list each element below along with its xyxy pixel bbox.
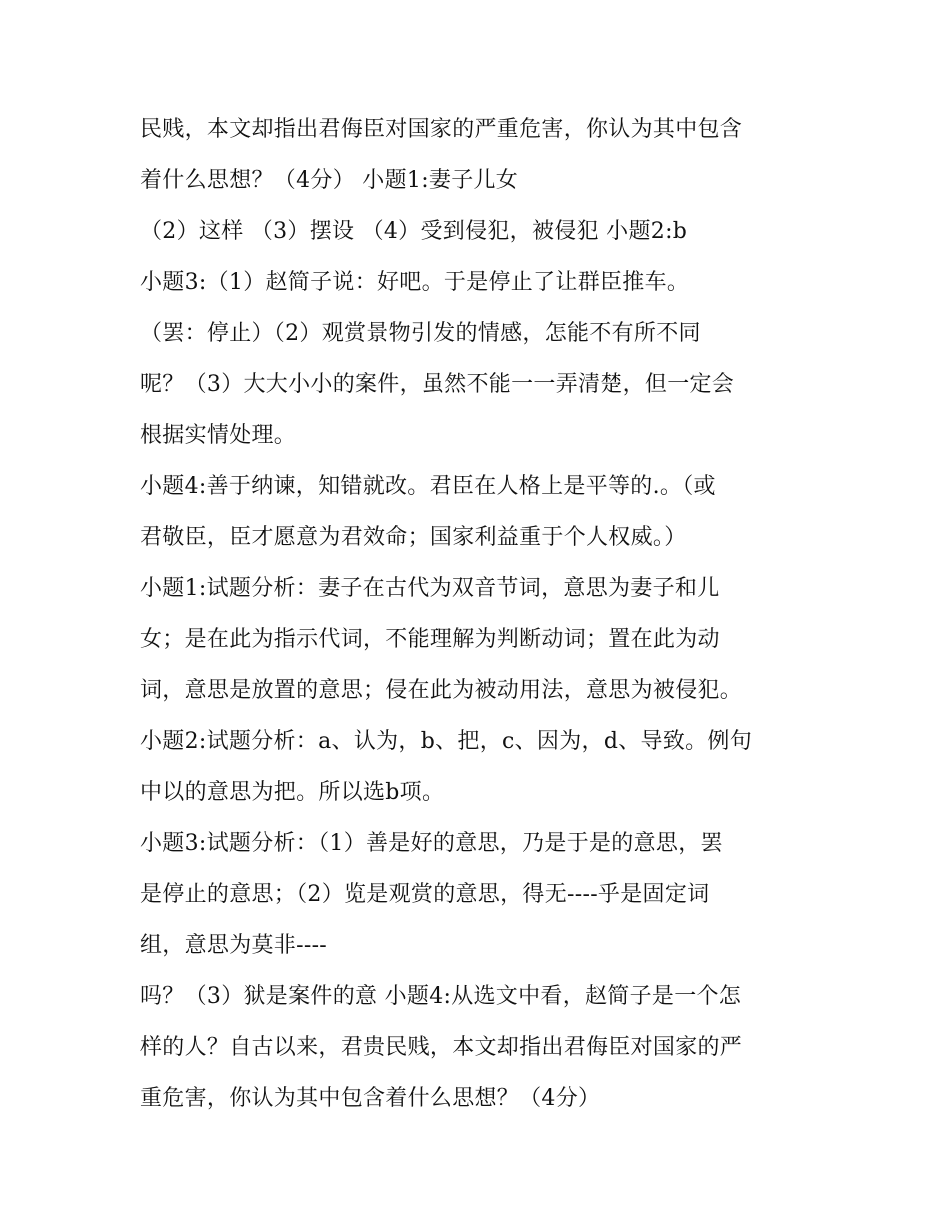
text-line: 样的人？自古以来，君贵民贱，本文却指出君侮臣对国家的严 bbox=[140, 1035, 743, 1060]
text-line: （2）这样 （3）摆设 （4）受到侵犯，被侵犯 小题2:b bbox=[140, 219, 688, 244]
text-line: 着什么思想？（4分） 小题1:妻子儿女 bbox=[140, 168, 519, 193]
text-line: （罢：停止）（2）观赏景物引发的情感，怎能不有所不同 bbox=[140, 321, 701, 346]
text-line: 重危害，你认为其中包含着什么思想？（4分） bbox=[140, 1086, 601, 1111]
text-line: 民贱，本文却指出君侮臣对国家的严重危害，你认为其中包含 bbox=[140, 117, 743, 142]
text-line: 君敬臣，臣才愿意为君效命；国家利益重于个人权威。） bbox=[140, 525, 687, 550]
text-line: 小题2:试题分析：a、认为，b、把，c、因为，d、导致。例句 bbox=[140, 729, 753, 754]
text-line: 是停止的意思；（2）览是观赏的意思，得无----乎是固定词 bbox=[140, 882, 710, 907]
text-line: 小题3:（1）赵简子说：好吧。于是停止了让群臣推车。 bbox=[140, 270, 690, 295]
text-line: 中以的意思为把。所以选b项。 bbox=[140, 780, 445, 805]
document-body bbox=[140, 104, 830, 1124]
text-line: 女；是在此为指示代词，不能理解为判断动词；置在此为动 bbox=[140, 627, 720, 652]
text-line: 根据实情处理。 bbox=[140, 423, 297, 448]
text-line: 呢？（3）大大小小的案件，虽然不能一一弄清楚，但一定会 bbox=[140, 372, 735, 397]
text-line: 小题4:善于纳谏，知错就改。君臣在人格上是平等的.。（或 bbox=[140, 474, 716, 499]
text-line: 词，意思是放置的意思；侵在此为被动用法，意思为被侵犯。 bbox=[140, 678, 743, 703]
text-line: 组，意思为莫非---- bbox=[140, 933, 328, 958]
text-line: 小题3:试题分析：（1）善是好的意思，乃是于是的意思，罢 bbox=[140, 831, 723, 856]
text-line: 吗？（3）狱是案件的意 小题4:从选文中看，赵简子是一个怎 bbox=[140, 984, 742, 1009]
text-line: 小题1:试题分析：妻子在古代为双音节词，意思为妻子和儿 bbox=[140, 576, 720, 601]
